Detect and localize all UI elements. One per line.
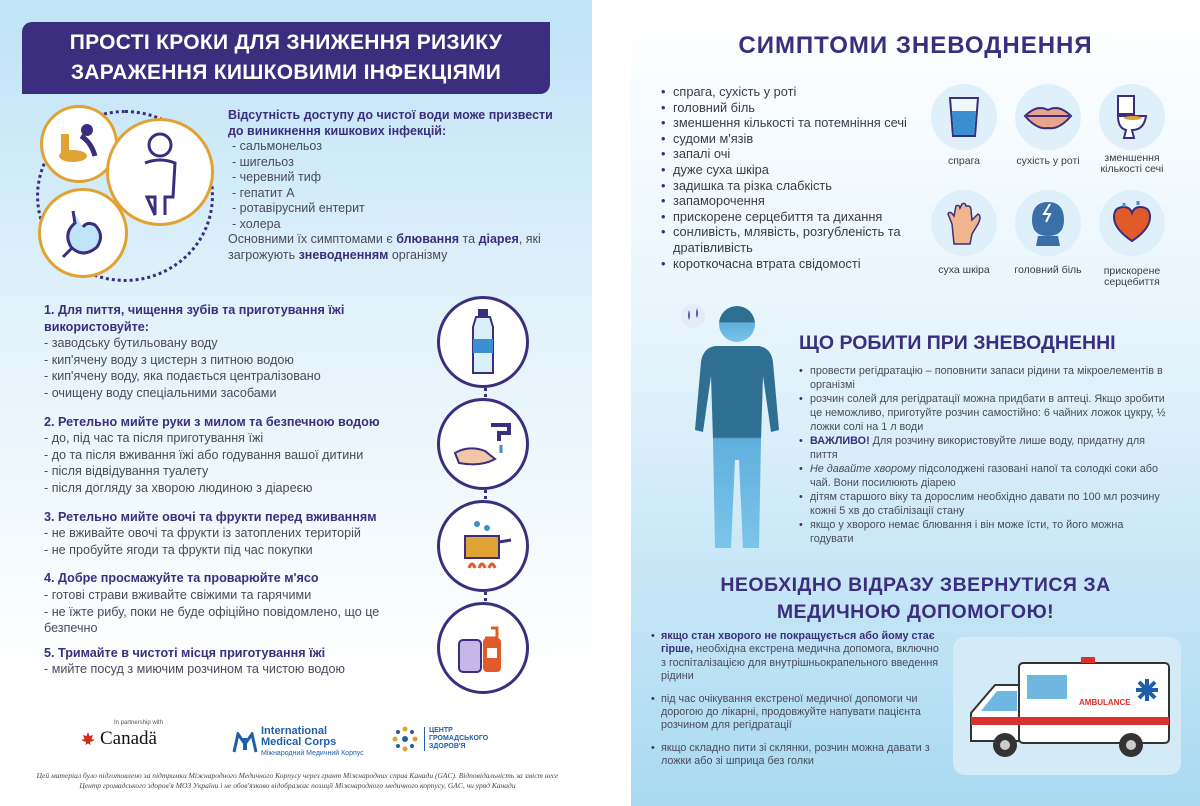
intro-summary-part: та [459, 232, 479, 246]
ambulance-panel [953, 637, 1181, 775]
list-item: - шигельоз [232, 154, 294, 169]
step-item: - кип'ячену воду з цистерн з питною водою [44, 352, 294, 367]
centre-name-line: ЗДОРОВ'Я [429, 743, 466, 750]
icon-label: прискорене серцебиття [1103, 265, 1161, 288]
step-item: - до та після вживання їжі або годування вашої дитини [44, 447, 364, 462]
step-item: - після догляду за хворою людиною з діареєю [44, 480, 313, 495]
partner-logos [40, 720, 560, 770]
sick-person-icon [106, 118, 214, 226]
step-title: 5. Тримайте в чистоті місця приготування їжі [44, 645, 326, 660]
urgent-text: необхідна екстрена медична допомога, включно з госпіталізацією для внутрішньокрапельного введення рідини [661, 643, 939, 683]
list-item: • спрага, сухість у роті [661, 84, 931, 100]
step-item: - заводську бутильовану воду [44, 336, 218, 351]
list-item: - черевний тиф [232, 170, 321, 184]
list-item: • головний біль [661, 100, 931, 116]
icon-label: суха шкіра [938, 264, 990, 276]
maple-leaf-icon [80, 731, 96, 747]
symptoms-title: СИМПТОМИ ЗНЕВОДНЕННЯ [738, 32, 1093, 59]
list-item [651, 742, 941, 769]
list-item [651, 693, 941, 733]
imc-name-line: International [261, 725, 328, 737]
urgent-text: під час очікування екстреної медичної допомоги чи дорогою до лікарні, продовжуйте напувати пацієнта розчином для регідратації [661, 692, 921, 732]
list-item: • запаморочення [661, 193, 931, 209]
list-item: • задишка та різка слабкість [661, 178, 931, 194]
icon-label: сухість у роті [1016, 155, 1080, 167]
intro-summary [228, 232, 558, 263]
cleaning-supplies-icon [437, 602, 529, 694]
dry-skin-hand-icon [931, 190, 997, 256]
list-item [799, 490, 1169, 518]
action-list [799, 364, 1169, 546]
step-item: - мийте посуд з миючим розчином та чистою водою [44, 662, 345, 677]
urgent-list [651, 630, 941, 778]
hand-washing-icon [437, 398, 529, 490]
centre-name-line: ЦЕНТР [429, 727, 453, 734]
step-item: - очищену воду спеціальними засобами [44, 385, 277, 400]
water-glass-icon [931, 84, 997, 150]
action-text: розчин солей для регідратації можна придбати в аптеці. Якщо зробити це неможливо, приготуйте розчин самостійно: 6 чайних ложок цукру, ½ ложки солі на 1 л води [810, 393, 1166, 433]
action-text: якщо у хворого немає блювання і він може їсти, то його можна годувати [810, 519, 1124, 545]
canada-partnership-text: In partnership with [114, 720, 164, 726]
list-item: • запалі очі [661, 146, 931, 162]
step-item: - до, під час та після приготування їжі [44, 431, 264, 446]
ambulance-text: AMBULANCE [1079, 698, 1131, 707]
step-item: - після відвідування туалету [44, 464, 209, 479]
step-title: 1. Для пиття, чищення зубів та приготування їжі використовуйте: [44, 303, 345, 334]
list-item: • судоми м'язів [661, 131, 931, 147]
disclaimer-line: Центр громадського здоров'я МОЗ України і не обов'язково відображає позиції Міжнародного медичного корпусу, GAC, чи уряд Канади [79, 780, 516, 790]
imc-emblem-icon [232, 732, 258, 754]
list-item [799, 392, 1169, 434]
dry-lips-icon [1015, 84, 1081, 150]
urgent-text: якщо складно пити зі склянки, розчин можна давати з ложки або зі шприца без голки [661, 741, 930, 768]
stomach-icon [38, 188, 128, 278]
list-item: • прискорене серцебиття та дихання [661, 209, 931, 225]
canada-logo [80, 720, 190, 750]
intro-lead: Відсутність доступу до чистої води може призвести до виникнення кишкових інфекцій: [228, 108, 553, 138]
step-title: 3. Ретельно мийте овочі та фрукти перед вживанням [44, 509, 377, 524]
intro-summary-bold: зневодненням [298, 247, 389, 262]
disclaimer-line: Цей матеріал було підготовлено за підтримки Міжнародного Медичного Корпусу через грант Міжнародних справ Канади (GAC). Відповідальність за зміст несе [36, 771, 559, 780]
imc-logo [232, 726, 364, 759]
public-health-centre-logo [390, 724, 488, 754]
disclaimer [10, 771, 585, 790]
list-item: • дуже суха шкіра [661, 162, 931, 178]
urgent-bold: якщо стан хворого не покращується або йому стає гірше, [661, 630, 935, 656]
intro-text [228, 108, 558, 263]
step-item: - не вживайте овочі та фрукти із затоплених територій [44, 526, 361, 541]
urgent-title-line: МЕДИЧНОЮ ДОПОМОГОЮ! [776, 601, 1055, 623]
actions-title: ЩО РОБИТИ ПРИ ЗНЕВОДНЕННІ [799, 332, 1116, 354]
centre-name-line: ГРОМАДСЬКОГО [429, 735, 489, 742]
list-item: - гепатит А [232, 185, 295, 200]
action-text: Для розчину використовуйте лише воду, придатну для пиття [810, 435, 1145, 461]
list-item: • короткочасна втрата свідомості [661, 256, 931, 272]
page-title [22, 22, 550, 94]
intro-summary-part: , які загрожують [228, 232, 541, 262]
infection-list [232, 139, 558, 232]
canada-wordmark: Canadä [100, 728, 157, 749]
step-item: - не їжте рибу, поки не буде офіційно повідомлено, що це безпечно [44, 604, 380, 636]
heart-icon [1099, 190, 1165, 256]
list-item [799, 518, 1169, 546]
symptom-list [661, 84, 931, 271]
list-item [651, 630, 941, 684]
action-bold: ВАЖЛИВО! [810, 435, 870, 447]
imc-subtitle: Міжнародний Медичний Корпус [261, 750, 364, 757]
list-item [799, 434, 1169, 462]
ambulance-icon [961, 655, 1175, 763]
steps-list [44, 296, 424, 678]
list-item [799, 462, 1169, 490]
step-item: - не пробуйте ягоди та фрукти під час покупки [44, 542, 313, 557]
action-italic: Не давайте хворому [810, 463, 916, 475]
right-page [631, 0, 1200, 806]
left-page [0, 0, 592, 806]
action-text: провести регідратацію – поповнити запаси рідини та мікроелементів в організмі [810, 365, 1163, 391]
step-item: - готові страви вживайте свіжими та гарячими [44, 587, 312, 602]
action-text: підсолоджені газовані напої та солодкі соки або чай. Вони посилюють діарею [810, 463, 1158, 489]
cooking-pot-icon [437, 500, 529, 592]
headache-icon [1015, 190, 1081, 256]
title-line-1: ПРОСТІ КРОКИ ДЛЯ ЗНИЖЕННЯ РИЗИКУ [69, 31, 503, 54]
icon-label: зменшення кількості сечі [1100, 152, 1164, 175]
intro-summary-part: організму [388, 247, 448, 262]
intro-summary-bold: діарея [478, 232, 519, 246]
icon-label: головний біль [1014, 264, 1082, 276]
list-item: • зменшення кількості та потемніння сечі [661, 115, 931, 131]
list-item: • сонливість, млявість, розгубленість та дратівливість [661, 224, 931, 255]
intro-summary-bold: блювання [396, 232, 460, 246]
urgent-title [631, 572, 1200, 626]
imc-name-line: Medical Corps [261, 736, 337, 748]
body-silhouette-icon [675, 300, 799, 552]
list-item: - ротавірусний ентерит [232, 201, 365, 215]
step-title: 4. Добре просмажуйте та проварюйте м'ясо [44, 571, 319, 586]
step-item: - кип'ячену воду, яка подається централізовано [44, 369, 321, 384]
list-item: - сальмонельоз [232, 139, 322, 153]
water-bottle-icon [437, 296, 529, 388]
title-line-2: ЗАРАЖЕННЯ КИШКОВИМИ ІНФЕКЦІЯМИ [70, 61, 502, 84]
intro-summary-part: Основними їх симптомами є [228, 232, 397, 246]
step-title: 2. Ретельно мийте руки з милом та безпечною водою [44, 414, 380, 429]
urgent-title-line: НЕОБХІДНО ВІДРАЗУ ЗВЕРНУТИСЯ ЗА [720, 574, 1111, 596]
action-text: дітям старшого віку та дорослим необхідно давати по 100 мл розчину кожні 5 хв до стабілізації стану [810, 491, 1160, 517]
icon-label: спрага [947, 155, 981, 167]
toilet-icon [1099, 84, 1165, 150]
list-item: - холера [232, 216, 281, 231]
centre-emblem-icon [390, 724, 420, 754]
list-item [799, 364, 1169, 392]
